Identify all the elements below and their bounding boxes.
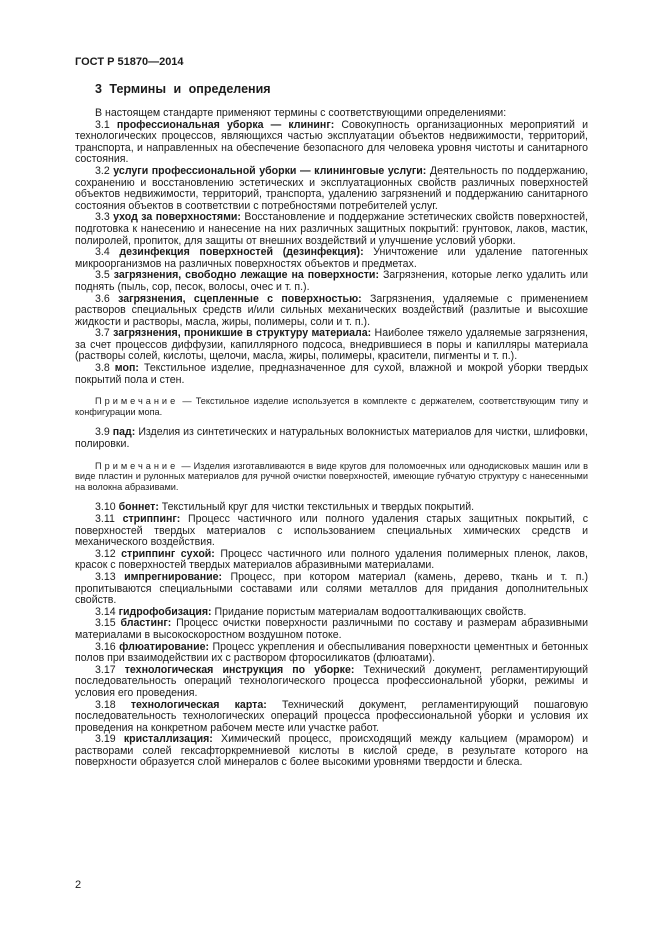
term-number: 3.5 bbox=[95, 269, 114, 282]
term-definition: Наиболее тяжело удаляемые загрязнения, за счет процессов диффузии, капиллярного подсоса, внедрившиеся в поры и капилляры материала (растворы солей, кислоты, щелочи, масла, жиры, полимеры, красители, пигменты и т. п.). bbox=[75, 327, 589, 363]
note-text: — Изделия изготавливаются в виде кругов для поломоечных или однодисковых машин или в виде пластин и рулонных материалов для ручной очистки поверхностей, имеющие губчатую структуру с нанесенными на волокна абразивами. bbox=[75, 460, 588, 492]
note-label: Примечание bbox=[95, 396, 179, 407]
term-paragraph bbox=[75, 572, 588, 607]
term-name: технологическая карта: bbox=[130, 698, 267, 711]
term-name: уход за поверхностями: bbox=[113, 211, 241, 224]
section-title: 3 Термины и определения bbox=[95, 82, 271, 96]
term-name: бластинг: bbox=[120, 617, 172, 630]
term-number: 3.15 bbox=[95, 617, 121, 630]
term-definition: Загрязнения, удаляемые с применением растворов специальных средств и/или сильных механических воздействий (разлитые и высохшие жидкости и растворы, масла, жиры, полимеры, соли и т. п.). bbox=[75, 292, 588, 328]
term-name: профессиональная уборка — клининг: bbox=[116, 118, 335, 131]
note-paragraph bbox=[75, 396, 588, 417]
term-number: 3.11 bbox=[95, 513, 123, 525]
term-number: 3.9 bbox=[95, 426, 113, 439]
term-definition: Процесс укрепления и обеспыливания поверхности цементных и бетонных полов при взаимодействии их с раствором фторосиликатов (флюатами). bbox=[75, 640, 588, 665]
term-definition: Уничтожение или удаление патогенных микроорганизмов на различных поверхностях объектов и предметах. bbox=[75, 246, 588, 270]
term-name: услуги профессиональной уборки — клининговые услуги: bbox=[113, 164, 427, 177]
term-number: 3.18 bbox=[95, 698, 131, 711]
term-number: 3.16 bbox=[95, 640, 120, 653]
note-text: — Текстильное изделие используется в комплекте с держателем, соответствующим типу и конфигурации мопа. bbox=[75, 396, 588, 417]
term-definition: Загрязнения, которые легко удалить или поднять (пыль, сор, песок, волосы, очес и т. п.). bbox=[75, 269, 589, 293]
terms-list bbox=[75, 120, 588, 769]
note-paragraph bbox=[75, 461, 588, 493]
term-number: 3.8 bbox=[95, 362, 115, 375]
term-name: дезинфекция поверхностей (дезинфекция): bbox=[119, 246, 364, 259]
term-paragraph bbox=[75, 120, 588, 166]
term-name: боннет: bbox=[118, 501, 159, 514]
term-number: 3.2 bbox=[95, 164, 114, 177]
term-number: 3.14 bbox=[95, 605, 119, 618]
term-name: загрязнения, сцепленные с поверхностью: bbox=[118, 292, 362, 305]
term-definition: Текстильный круг для чистки текстильных и твердых покрытий. bbox=[158, 501, 475, 514]
term-definition: Процесс частичного или полного удаления старых защитных покрытий, с поверхностей твердых материалов с использованием специальных химических средств и механического воздействия. bbox=[75, 513, 588, 549]
document-code: ГОСТ Р 51870—2014 bbox=[75, 56, 184, 68]
term-paragraph bbox=[75, 549, 588, 572]
term-paragraph bbox=[75, 642, 588, 665]
term-number: 3.10 bbox=[95, 501, 119, 514]
term-paragraph bbox=[75, 427, 588, 450]
term-definition: Восстановление и поддержание эстетических свойств поверхностей, подготовка к нанесению и нанесение на них различных защитных покрытий: грунтовок, лаков, мастик, полиролей, пропиток, для защиты от внешних воздействий и улучшение условий уборки. bbox=[75, 211, 588, 247]
term-paragraph bbox=[75, 212, 588, 247]
term-number: 3.13 bbox=[95, 570, 125, 583]
term-number: 3.17 bbox=[95, 663, 125, 676]
page-content bbox=[75, 56, 588, 769]
term-name: загрязнения, свободно лежащие на поверхности: bbox=[113, 269, 379, 282]
term-paragraph bbox=[75, 166, 588, 212]
term-name: загрязнения, проникшие в структуру материала: bbox=[113, 327, 372, 340]
term-number: 3.7 bbox=[95, 327, 114, 340]
term-paragraph bbox=[75, 665, 588, 700]
term-paragraph bbox=[75, 328, 588, 363]
term-paragraph bbox=[75, 270, 588, 293]
term-paragraph bbox=[75, 700, 588, 735]
term-name: стриппинг: bbox=[122, 513, 181, 525]
term-paragraph bbox=[75, 514, 588, 549]
term-number: 3.3 bbox=[95, 211, 114, 224]
note-label: Примечание bbox=[95, 460, 179, 471]
term-paragraph bbox=[75, 247, 588, 270]
term-paragraph bbox=[75, 363, 588, 386]
term-definition: Изделия из синтетических и натуральных волокнистых материалов для чистки, шлифовки, полировки. bbox=[75, 426, 588, 451]
term-definition: Текстильное изделие, предназначенное для сухой, влажной и мокрой уборки твердых покрытий пола и стен. bbox=[75, 362, 589, 386]
term-paragraph bbox=[75, 734, 588, 769]
term-definition: Совокупность организационных мероприятий и технологических процессов, являющихся частью эксплуатации объектов недвижимости, территорий, транспорта, и направленных на обеспечение безопасного для человека уровня чистоты и санитарного состояния. bbox=[75, 118, 589, 166]
term-name: пад: bbox=[112, 426, 136, 439]
term-paragraph bbox=[75, 618, 588, 641]
term-number: 3.6 bbox=[95, 292, 119, 305]
term-definition: Технический документ, регламентирующий последовательность операций технологического процесса профессиональной уборки, режимы и условия его проведения. bbox=[75, 663, 588, 699]
term-definition: Процесс частичного или полного удаления полимерных пленок, лаков, красок с поверхностей твердых материалов абразивными материалами. bbox=[75, 547, 589, 572]
page-number: 2 bbox=[75, 879, 82, 891]
term-name: кристаллизация: bbox=[123, 733, 213, 746]
term-name: импрегнирование: bbox=[124, 570, 223, 583]
term-paragraph bbox=[75, 294, 588, 329]
term-number: 3.4 bbox=[95, 246, 120, 259]
term-name: технологическая инструкция по уборке: bbox=[124, 663, 355, 676]
term-name: моп: bbox=[114, 362, 139, 375]
term-name: стриппинг сухой: bbox=[121, 547, 215, 560]
term-definition: Химический процесс, происходящий между кальцием (мрамором) и растворами солей гексафторкремниевой кислоты в кислой среде, в результате которого на поверхности образуется слой минералов с более высокими уровнями твердости и блеска. bbox=[75, 733, 589, 769]
term-number: 3.19 bbox=[95, 733, 124, 746]
term-definition: Придание пористым материалам водоотталкивающих свойств. bbox=[211, 605, 527, 618]
term-definition: Процесс очистки поверхности различными по составу и размерам абразивными материалами в высокоскоростном воздушном потоке. bbox=[75, 617, 589, 641]
term-definition: Процесс, при котором материал (камень, дерево, ткань и т. п.) пропитываются специальными составами или солями металлов для придания дополнительных свойств. bbox=[75, 570, 588, 607]
term-definition: Технический документ, регламентирующий пошаговую последовательность технологических операций процесса профессиональной уборки и условия их проведения на конкретном рабочем месте или участке работ. bbox=[75, 698, 589, 734]
intro-paragraph: В настоящем стандарте применяют термины с соответствующими определениями: bbox=[95, 107, 507, 119]
term-number: 3.1 bbox=[95, 118, 117, 131]
term-name: флюатирование: bbox=[119, 640, 210, 653]
term-name: гидрофобизация: bbox=[118, 605, 212, 618]
term-definition: Деятельность по поддержанию, сохранению и восстановлению эстетических и эксплуатационных свойств различных поверхностей объектов недвижимости, территорий, транспорта, удалению загрязнений и поддержанию санитарного состояния объектов в соответствии с потребностями потребителей услуг. bbox=[75, 164, 589, 212]
term-number: 3.12 bbox=[95, 547, 122, 560]
